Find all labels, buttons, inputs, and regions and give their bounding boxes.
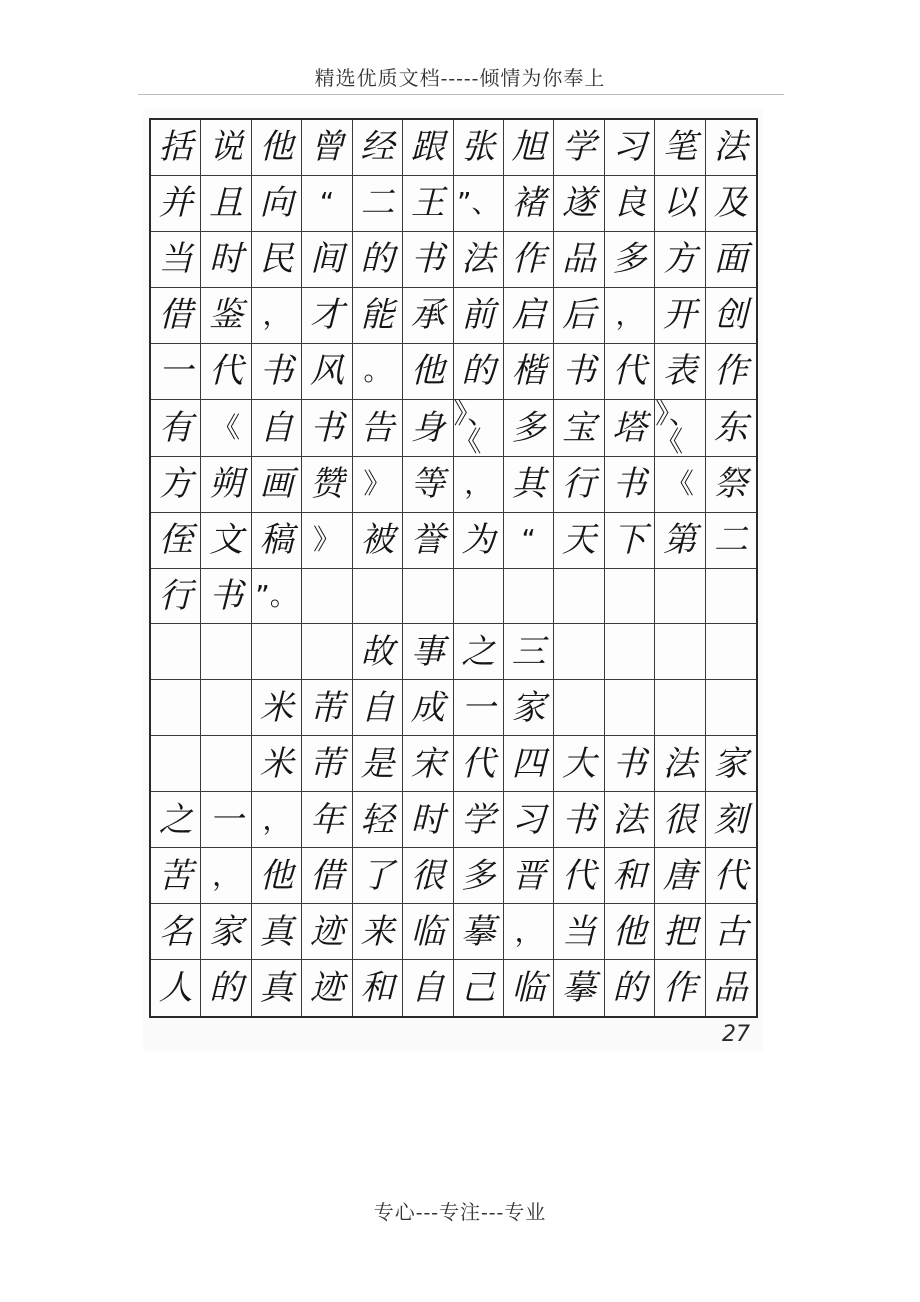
grid-cell: 东 xyxy=(706,400,756,457)
grid-cell: 文 xyxy=(201,513,251,569)
grid-cell xyxy=(151,680,201,736)
grid-cell: 下 xyxy=(605,513,655,569)
grid-cell: 》 xyxy=(353,457,403,513)
grid-cell: 古 xyxy=(706,904,756,960)
grid-cell: 》、《 xyxy=(454,400,504,457)
grid-cell: 且 xyxy=(201,176,251,232)
grid-cell: 自 xyxy=(252,400,302,457)
grid-cell: 事 xyxy=(403,624,453,680)
grid-cell: 民 xyxy=(252,232,302,288)
grid-cell xyxy=(151,736,201,792)
grid-cell: 塔 xyxy=(605,400,655,457)
grid-cell: 他 xyxy=(605,904,655,960)
grid-cell: 书 xyxy=(605,736,655,792)
grid-cell: 代 xyxy=(454,736,504,792)
grid-cell: 二 xyxy=(706,513,756,569)
grid-cell: 书 xyxy=(605,457,655,513)
grid-cell xyxy=(706,569,756,625)
grid-cell: 后 xyxy=(554,288,604,344)
grid-cell xyxy=(706,680,756,736)
grid-cell: ， xyxy=(252,792,302,848)
grid-cell: 天 xyxy=(554,513,604,569)
grid-cell: 经 xyxy=(353,120,403,176)
grid-cell: 之 xyxy=(151,792,201,848)
grid-cell: 大 xyxy=(554,736,604,792)
grid-cell: 当 xyxy=(151,232,201,288)
calligraphy-grid xyxy=(149,118,758,1018)
grid-cell: 法 xyxy=(605,792,655,848)
grid-cell: 方 xyxy=(151,457,201,513)
grid-cell: 书 xyxy=(554,792,604,848)
grid-cell: 行 xyxy=(151,569,201,625)
grid-cell: 面 xyxy=(706,232,756,288)
grid-cell: 书 xyxy=(403,232,453,288)
grid-cell: 很 xyxy=(403,848,453,904)
grid-cell: 侄 xyxy=(151,513,201,569)
grid-cell: 临 xyxy=(403,904,453,960)
grid-cell: “ xyxy=(504,513,554,569)
grid-cell: 了 xyxy=(353,848,403,904)
grid-cell: 家 xyxy=(706,736,756,792)
grid-cell: 米 xyxy=(252,680,302,736)
grid-cell: 借 xyxy=(151,288,201,344)
grid-cell: 迹 xyxy=(302,904,352,960)
grid-cell: 很 xyxy=(655,792,705,848)
grid-cell: 刻 xyxy=(706,792,756,848)
grid-cell: 的 xyxy=(454,344,504,400)
grid-cell: 其 xyxy=(504,457,554,513)
grid-cell: 四 xyxy=(504,736,554,792)
grid-cell xyxy=(605,680,655,736)
grid-cell: 向 xyxy=(252,176,302,232)
grid-cell: 书 xyxy=(201,569,251,625)
grid-cell: 良 xyxy=(605,176,655,232)
grid-cell: 法 xyxy=(454,232,504,288)
grid-cell: 是 xyxy=(353,736,403,792)
grid-cell: 为 xyxy=(454,513,504,569)
grid-cell: 的 xyxy=(605,960,655,1016)
grid-cell: 名 xyxy=(151,904,201,960)
grid-cell: 身 xyxy=(403,400,453,457)
grid-cell: 来 xyxy=(353,904,403,960)
grid-cell: 《 xyxy=(655,457,705,513)
grid-cell: 。 xyxy=(353,344,403,400)
grid-cell: 间 xyxy=(302,232,352,288)
grid-cell: 习 xyxy=(504,792,554,848)
grid-cell: 他 xyxy=(252,120,302,176)
grid-cell: 赞 xyxy=(302,457,352,513)
grid-cell: 时 xyxy=(201,232,251,288)
grid-cell: 米 xyxy=(252,736,302,792)
grid-cell: 他 xyxy=(403,344,453,400)
grid-cell: 前 xyxy=(454,288,504,344)
header-divider xyxy=(138,94,784,95)
grid-cell: 真 xyxy=(252,904,302,960)
grid-cell xyxy=(605,569,655,625)
grid-cell xyxy=(454,569,504,625)
grid-cell xyxy=(504,569,554,625)
grid-cell: 王 xyxy=(403,176,453,232)
grid-cell: 祭 xyxy=(706,457,756,513)
grid-cell: 创 xyxy=(706,288,756,344)
grid-cell: 真 xyxy=(252,960,302,1016)
grid-cell: 告 xyxy=(353,400,403,457)
page-number: 27 xyxy=(722,1022,750,1047)
grid-cell xyxy=(554,680,604,736)
grid-cell: 括 xyxy=(151,120,201,176)
grid-cell xyxy=(655,680,705,736)
grid-cell: 朔 xyxy=(201,457,251,513)
grid-cell: 苦 xyxy=(151,848,201,904)
page-header: 精选优质文档-----倾情为你奉上 xyxy=(314,66,606,90)
grid-cell: 把 xyxy=(655,904,705,960)
grid-cell: 代 xyxy=(706,848,756,904)
grid-cell: 有 xyxy=(151,400,201,457)
grid-cell: 旭 xyxy=(504,120,554,176)
grid-cell: 学 xyxy=(554,120,604,176)
grid-cell: 摹 xyxy=(554,960,604,1016)
grid-cell: 能 xyxy=(353,288,403,344)
grid-cell: 作 xyxy=(655,960,705,1016)
grid-cell: 人 xyxy=(151,960,201,1016)
grid-cell xyxy=(554,569,604,625)
grid-cell: 品 xyxy=(554,232,604,288)
grid-cell xyxy=(151,624,201,680)
grid-cell: 芾 xyxy=(302,736,352,792)
grid-cell xyxy=(201,680,251,736)
grid-cell: 鉴 xyxy=(201,288,251,344)
grid-cell xyxy=(302,569,352,625)
grid-cell xyxy=(252,624,302,680)
grid-cell: 轻 xyxy=(353,792,403,848)
grid-cell: 他 xyxy=(252,848,302,904)
grid-cell: 及 xyxy=(706,176,756,232)
grid-cell: 芾 xyxy=(302,680,352,736)
grid-cell: 作 xyxy=(706,344,756,400)
grid-cell: 临 xyxy=(504,960,554,1016)
grid-cell: 誉 xyxy=(403,513,453,569)
grid-cell: “ xyxy=(302,176,352,232)
grid-cell: 己 xyxy=(454,960,504,1016)
grid-cell: 宝 xyxy=(554,400,604,457)
grid-cell: 褚 xyxy=(504,176,554,232)
grid-cell: 遂 xyxy=(554,176,604,232)
grid-cell: 风 xyxy=(302,344,352,400)
grid-cell: 书 xyxy=(302,400,352,457)
grid-cell: 等 xyxy=(403,457,453,513)
grid-cell: 多 xyxy=(504,400,554,457)
grid-cell: 多 xyxy=(605,232,655,288)
grid-cell: ”、 xyxy=(454,176,504,232)
grid-cell: 晋 xyxy=(504,848,554,904)
grid-cell: 一 xyxy=(454,680,504,736)
grid-cell: 开 xyxy=(655,288,705,344)
grid-cell: 启 xyxy=(504,288,554,344)
grid-cell: 代 xyxy=(201,344,251,400)
grid-cell: 说 xyxy=(201,120,251,176)
grid-cell: 年 xyxy=(302,792,352,848)
grid-cell: 习 xyxy=(605,120,655,176)
grid-cell: 自 xyxy=(403,960,453,1016)
grid-cell: ， xyxy=(605,288,655,344)
grid-cell: 宋 xyxy=(403,736,453,792)
grid-cell xyxy=(605,624,655,680)
grid-cell: ， xyxy=(252,288,302,344)
grid-cell: 当 xyxy=(554,904,604,960)
grid-cell xyxy=(655,569,705,625)
grid-cell xyxy=(201,736,251,792)
grid-cell: 方 xyxy=(655,232,705,288)
grid-cell: 家 xyxy=(504,680,554,736)
grid-cell: 和 xyxy=(605,848,655,904)
grid-cell xyxy=(655,624,705,680)
grid-cell: 二 xyxy=(353,176,403,232)
grid-cell xyxy=(302,624,352,680)
grid-cell: 表 xyxy=(655,344,705,400)
page-footer: 专心---专注---专业 xyxy=(373,1200,547,1224)
grid-cell: ， xyxy=(504,904,554,960)
grid-cell: 代 xyxy=(554,848,604,904)
grid-cell xyxy=(706,624,756,680)
grid-cell: 成 xyxy=(403,680,453,736)
grid-cell: 摹 xyxy=(454,904,504,960)
grid-cell xyxy=(353,569,403,625)
grid-cell: 画 xyxy=(252,457,302,513)
grid-cell: 《 xyxy=(201,400,251,457)
grid-cell: 一 xyxy=(151,344,201,400)
grid-cell xyxy=(403,569,453,625)
grid-cell: 笔 xyxy=(655,120,705,176)
grid-cell: 书 xyxy=(252,344,302,400)
grid-cell: 时 xyxy=(403,792,453,848)
grid-cell: 法 xyxy=(655,736,705,792)
grid-cell: 》、《 xyxy=(655,400,705,457)
grid-cell: 的 xyxy=(353,232,403,288)
grid-cell: 唐 xyxy=(655,848,705,904)
grid-cell: 第 xyxy=(655,513,705,569)
grid-cell: 故 xyxy=(353,624,403,680)
grid-cell: 一 xyxy=(201,792,251,848)
grid-cell: 多 xyxy=(454,848,504,904)
grid-cell: 才 xyxy=(302,288,352,344)
grid-cell: 书 xyxy=(554,344,604,400)
grid-cell: 》 xyxy=(302,513,352,569)
grid-cell xyxy=(201,624,251,680)
grid-cell: ”。 xyxy=(252,569,302,625)
grid-cell xyxy=(554,624,604,680)
grid-cell: 以 xyxy=(655,176,705,232)
grid-cell: 跟 xyxy=(403,120,453,176)
grid-cell: 承 xyxy=(403,288,453,344)
grid-cell: 作 xyxy=(504,232,554,288)
grid-cell: 的 xyxy=(201,960,251,1016)
grid-cell: 学 xyxy=(454,792,504,848)
grid-cell: ， xyxy=(201,848,251,904)
grid-cell: 楷 xyxy=(504,344,554,400)
grid-cell: ， xyxy=(454,457,504,513)
grid-cell: 张 xyxy=(454,120,504,176)
grid-cell: 代 xyxy=(605,344,655,400)
grid-cell: 之 xyxy=(454,624,504,680)
grid-cell: 被 xyxy=(353,513,403,569)
grid-cell: 迹 xyxy=(302,960,352,1016)
grid-cell: 三 xyxy=(504,624,554,680)
grid-cell: 稿 xyxy=(252,513,302,569)
grid-cell: 品 xyxy=(713,968,748,1009)
grid-cell: 曾 xyxy=(302,120,352,176)
grid-cell: 和 xyxy=(353,960,403,1016)
grid-cell: 借 xyxy=(302,848,352,904)
grid-cell: 并 xyxy=(151,176,201,232)
grid-cell: 家 xyxy=(201,904,251,960)
grid-cell: 法 xyxy=(706,120,756,176)
grid-cell: 自 xyxy=(353,680,403,736)
grid-cell: 行 xyxy=(554,457,604,513)
